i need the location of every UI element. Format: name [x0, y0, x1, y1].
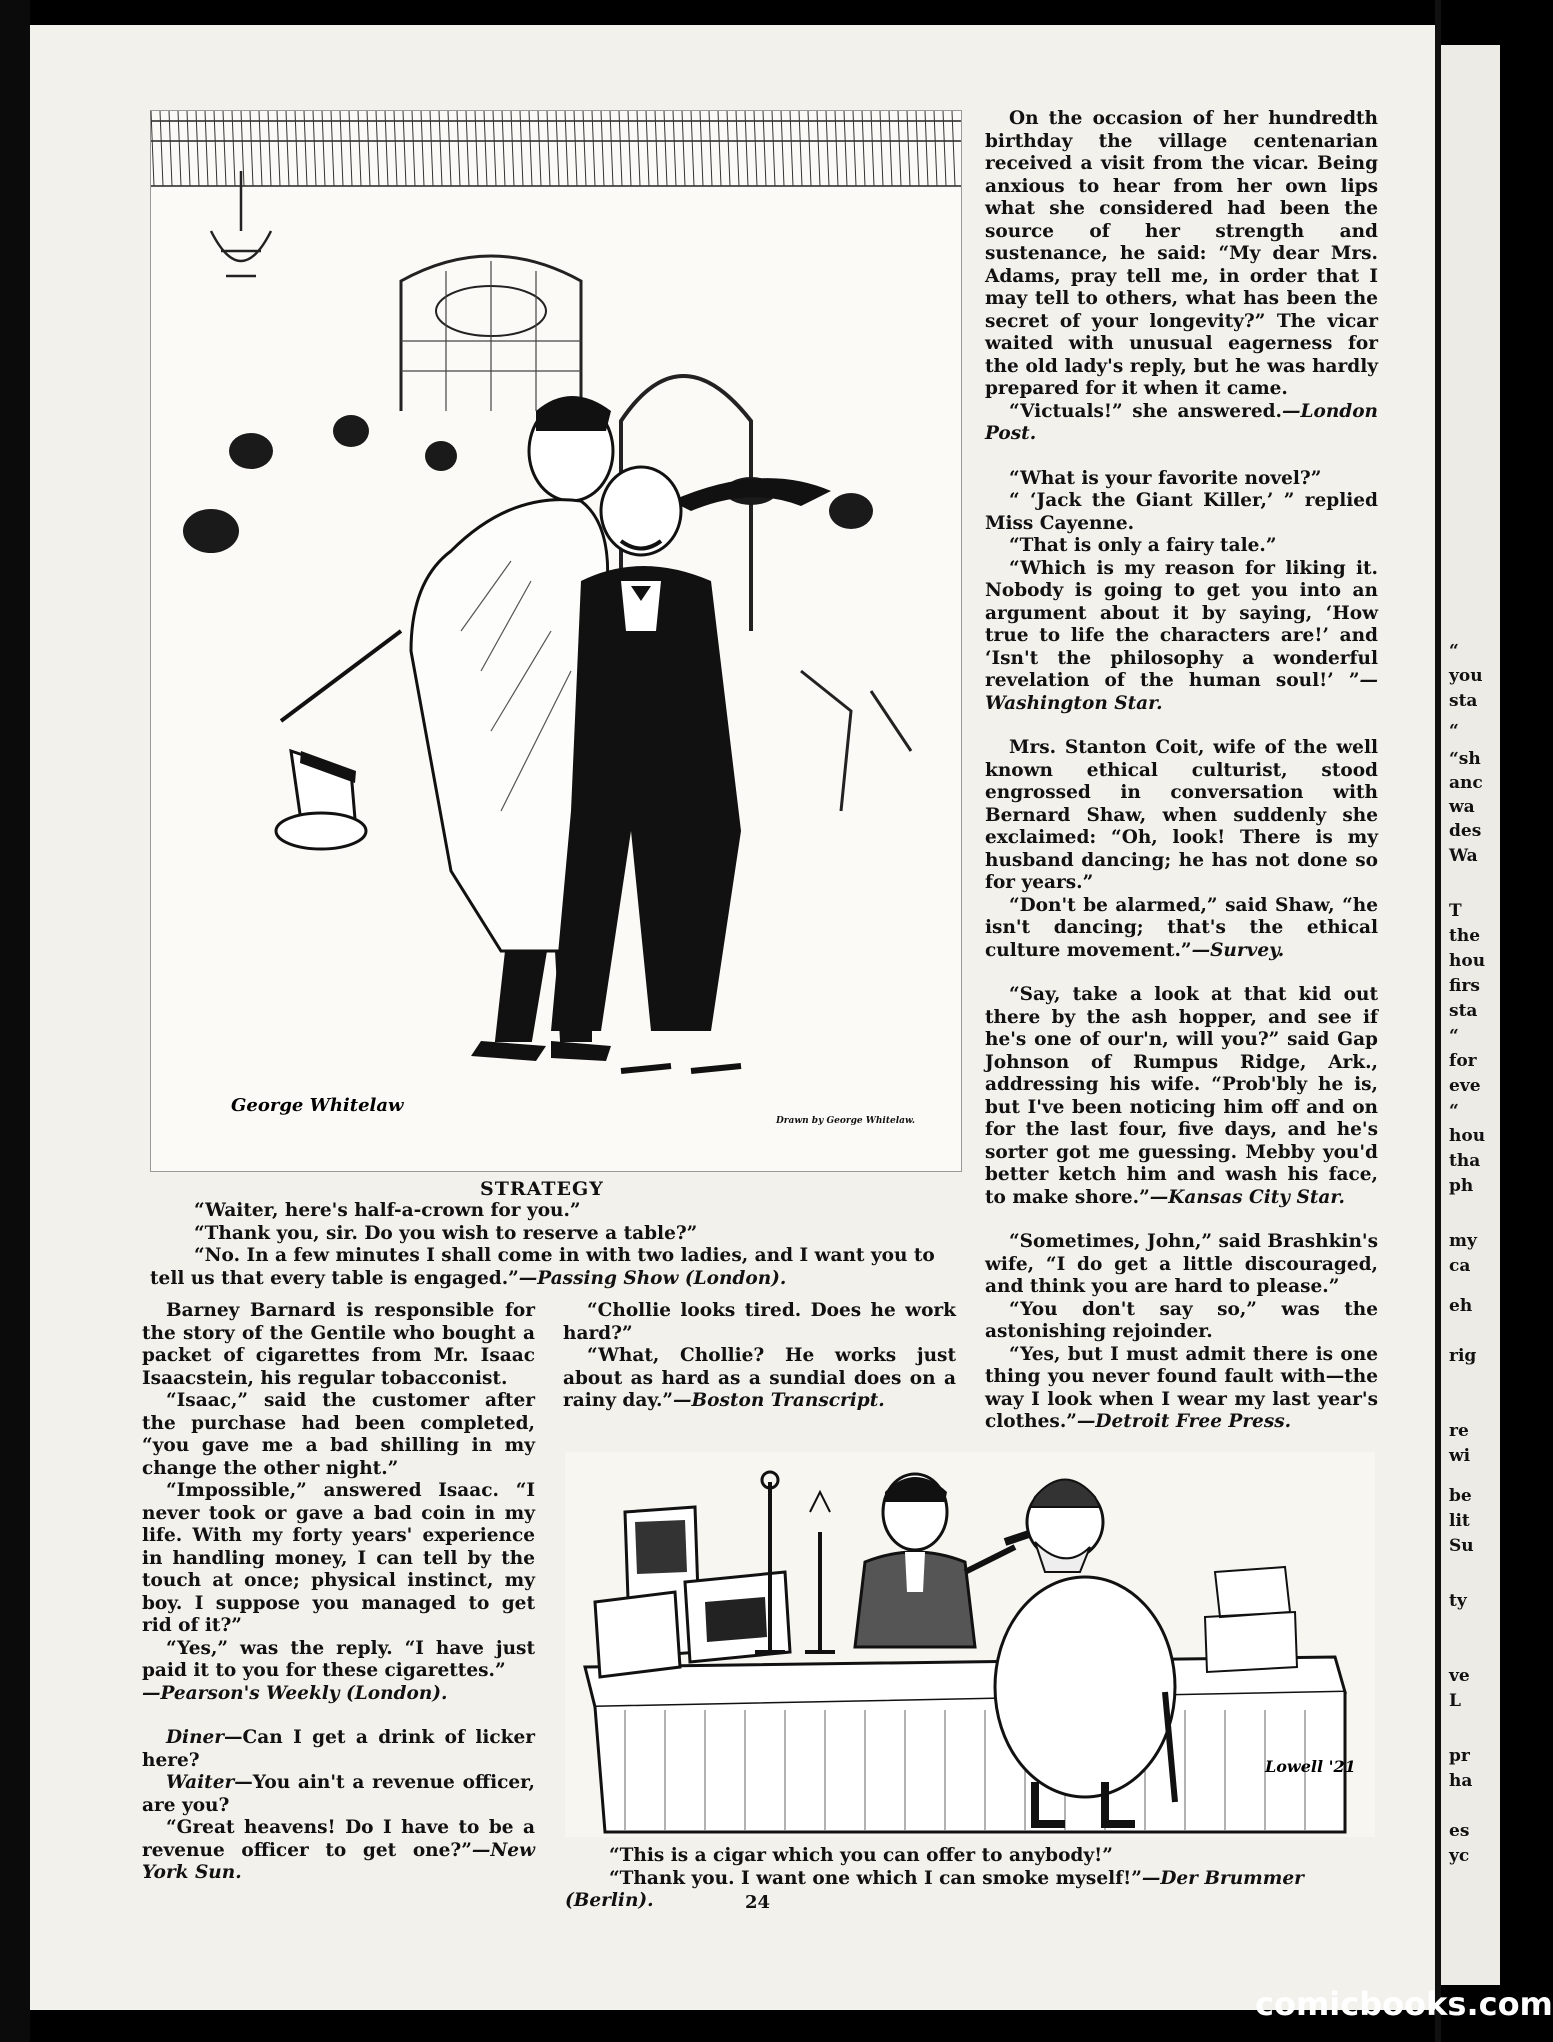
strategy-line: “Thank you, sir. Do you wish to reserve a table?”	[194, 1222, 698, 1244]
diner-line	[142, 1772, 535, 1817]
barnard-line: “Isaac,” said the customer after the purchase had been completed, “you gave me a bad shilling in my change the other night.”	[142, 1390, 535, 1479]
page-number: 24	[745, 1892, 771, 1913]
centenarian-story: On the occasion of her hundredth birthday the village centenarian received a visit from the vicar. Being anxious to hear from her own lips what she considered had been the source of her strength and sustenance, he said: “My dear Mrs. Adams, pray tell me, in order that I may tell to others, what has been the secret of your longevity?” The vicar waited with unusual eagerness for the old lady's reply, but he was hardly prepared for it when it came.	[985, 108, 1378, 399]
strategy-source: —Passing Show (London).	[518, 1267, 787, 1289]
next-page-fragment: Wa	[1449, 846, 1478, 866]
next-page-fragment: yc	[1449, 1846, 1470, 1866]
middle-column	[563, 1300, 956, 1413]
cigar-signature: Lowell '21	[1265, 1757, 1356, 1776]
next-page-fragment: wa	[1449, 797, 1475, 817]
next-page-fragment: ty	[1449, 1591, 1467, 1611]
strategy-text	[150, 1200, 955, 1290]
next-page-fragment: hou	[1449, 951, 1486, 971]
next-page-fragment: lit	[1449, 1511, 1470, 1531]
coit-reply	[985, 895, 1378, 963]
chollie-line: “Chollie looks tired. Does he work hard?”	[563, 1300, 956, 1344]
scan-edge-left	[0, 0, 30, 2042]
drawing-credit: Drawn by George Whitelaw.	[776, 1116, 915, 1126]
chollie-line	[563, 1345, 956, 1413]
cigar-source: —Der Brummer (Berlin).	[565, 1867, 1304, 1911]
brashkin-source: —Detroit Free Press.	[1076, 1411, 1292, 1432]
next-page-fragment: des	[1449, 821, 1482, 841]
diner-line	[142, 1817, 535, 1885]
cigar-line	[565, 1868, 1375, 1913]
strategy-line-text: “No. In a few minutes I shall come in with two ladies, and I want you to tell us that every table is engaged.”	[150, 1245, 935, 1289]
next-page-fragment: sta	[1449, 1001, 1478, 1021]
next-page-fragment: tha	[1449, 1151, 1481, 1171]
brashkin-line-text: “Yes, but I must admit there is one thing you never found fault with—the way I look when I wear my last year's clothes.”	[985, 1343, 1378, 1432]
next-page-fragment: ha	[1449, 1771, 1473, 1791]
next-page-fragment: sta	[1449, 691, 1478, 711]
novel-line: “What is your favorite novel?”	[1009, 467, 1322, 489]
barnard-line: “Impossible,” answered Isaac. “I never took or gave a bad coin in my life. With my forty years' experience in handling money, I can tell by the touch at once; physical instinct, my boy. I suppose you managed to get rid of it?”	[142, 1480, 535, 1636]
next-page-fragment: ca	[1449, 1256, 1471, 1276]
diner-last-text: “Great heavens! Do I have to be a revenue officer to get one?”	[142, 1817, 535, 1861]
novel-line: “ ‘Jack the Giant Killer,’ ” replied Miss Cayenne.	[985, 490, 1378, 534]
strategy-cartoon	[150, 110, 962, 1172]
diner-source: —New York Sun.	[142, 1839, 535, 1883]
chollie-line-text: “What, Chollie? He works just about as hard as a sundial does on a rainy day.”	[563, 1345, 956, 1411]
next-page-fragment: eh	[1449, 1296, 1473, 1316]
artist-signature: George Whitelaw	[231, 1095, 404, 1116]
cigar-cartoon	[565, 1452, 1375, 1837]
cigar-caption	[565, 1845, 1375, 1913]
next-page-fragment: “	[1449, 721, 1459, 741]
next-page-fragment: pr	[1449, 1746, 1470, 1766]
next-page-fragment: L	[1449, 1691, 1461, 1711]
strategy-cartoon-drawing	[151, 111, 961, 1171]
next-page-fragment: for	[1449, 1051, 1477, 1071]
brashkin-line: “Sometimes, John,” said Brashkin's wife, “I do get a little discouraged, and think you are hard to please.”	[985, 1231, 1378, 1297]
novel-line-text: “Which is my reason for liking it. Nobody is going to get you into an argument about it by saying, ‘How true to life the characters are!’ and ‘Isn't the philosophy a wonderful revelation of the human soul!’ ”	[985, 557, 1378, 691]
right-column	[985, 108, 1378, 1434]
gap-johnson-text: “Say, take a look at that kid out there by the ash hopper, and see if he's one of our'n, will you?” said Gap Johnson of Rumpus Ridge, Ark., addressing his wife. “Prob'bly he is, but I've been noticing him off and on for the last four, five days, and he's sorter got me guessing. Mebby you'd better ketch him and wash his face, to make shore.”	[985, 984, 1378, 1208]
strategy-line: “Waiter, here's half-a-crown for you.”	[194, 1200, 581, 1221]
cigar-cartoon-drawing	[565, 1452, 1375, 1837]
strategy-title: STRATEGY	[480, 1178, 604, 1200]
next-page-fragment: eve	[1449, 1076, 1481, 1096]
next-page-fragment: my	[1449, 1231, 1477, 1251]
next-page-fragment: “	[1449, 641, 1459, 661]
waiter-speaker: Waiter	[166, 1772, 235, 1793]
left-column	[142, 1300, 535, 1885]
next-page-fragment: the	[1449, 926, 1481, 946]
coit-reply-text: “Don't be alarmed,” said Shaw, “he isn't dancing; that's the ethical culture movement.”	[985, 894, 1378, 961]
novel-line	[985, 558, 1378, 716]
diner-text: —Can I get a drink of licker here?	[142, 1727, 535, 1771]
coit-source: —Survey.	[1191, 939, 1285, 961]
next-page-fragment: Su	[1449, 1536, 1474, 1556]
next-page-fragment: anc	[1449, 773, 1483, 793]
barnard-line: Barney Barnard is responsible for the story of the Gentile who bought a packet of cigarettes from Mr. Isaac Isaacstein, his regular tobacconist.	[142, 1300, 535, 1389]
cigar-line: “This is a cigar which you can offer to anybody!”	[609, 1845, 1113, 1866]
barnard-source: —Pearson's Weekly (London).	[142, 1682, 448, 1704]
barnard-line: “Yes,” was the reply. “I have just paid it to you for these cigarettes.”	[142, 1637, 535, 1681]
next-page-fragment: T	[1449, 901, 1462, 921]
coit-story: Mrs. Stanton Coit, wife of the well known ethical culturist, stood engrossed in conversation with Bernard Shaw, when suddenly she exclaimed: “Oh, look! There is my husband dancing; he has not done so for years.”	[985, 737, 1378, 893]
watermark: comicbooks.com	[1255, 1985, 1553, 2023]
diner-speaker: Diner	[166, 1727, 225, 1748]
novel-line: “That is only a fairy tale.”	[1009, 535, 1277, 556]
next-page-fragment: you	[1449, 666, 1483, 686]
next-page-fragment: hou	[1449, 1126, 1486, 1146]
gap-johnson-source: —Kansas City Star.	[1149, 1186, 1345, 1208]
next-page-fragment: rig	[1449, 1346, 1477, 1366]
next-page-fragment: wi	[1449, 1446, 1471, 1466]
next-page-fragment: “	[1449, 1101, 1459, 1121]
diner-line	[142, 1727, 535, 1772]
strategy-line	[150, 1245, 955, 1290]
next-page-fragment: es	[1449, 1821, 1470, 1841]
next-page-fragment: be	[1449, 1486, 1472, 1506]
next-page-fragment: “sh	[1449, 749, 1481, 769]
next-page-fragment: ve	[1449, 1666, 1470, 1686]
brashkin-line: “You don't say so,” was the astonishing rejoinder.	[985, 1298, 1378, 1342]
waiter-text: —You ain't a revenue officer, are you?	[142, 1772, 535, 1816]
cigar-line-text: “Thank you. I want one which I can smoke myself!”	[609, 1867, 1142, 1889]
next-page-fragment: “	[1449, 1026, 1459, 1046]
gap-johnson-story	[985, 984, 1378, 1209]
centenarian-reply	[985, 401, 1378, 446]
next-page-fragment: firs	[1449, 976, 1480, 996]
chollie-source: —Boston Transcript.	[673, 1390, 885, 1411]
centenarian-reply-text: “Victuals!” she answered.	[1009, 400, 1282, 422]
next-page-fragment: re	[1449, 1421, 1469, 1441]
novel-source: —Washington Star.	[985, 670, 1378, 714]
next-page-edge	[1441, 45, 1500, 1985]
next-page-fragment: ph	[1449, 1176, 1474, 1196]
brashkin-line	[985, 1344, 1378, 1434]
centenarian-source: —London Post.	[985, 400, 1378, 444]
